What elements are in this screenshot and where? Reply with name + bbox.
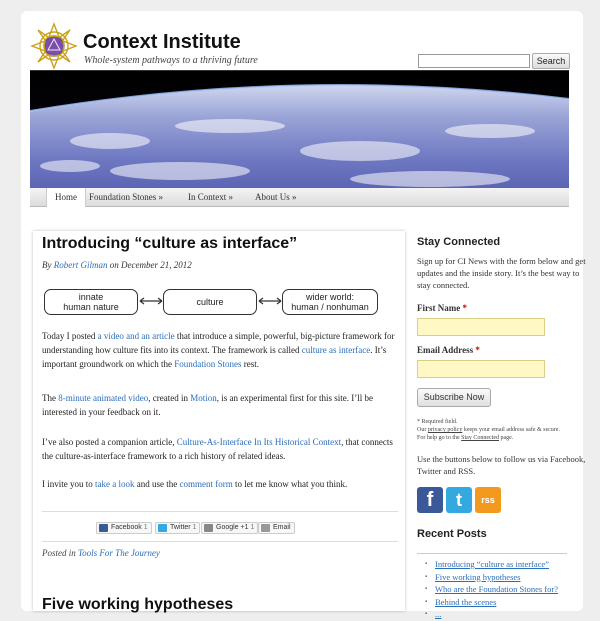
- share-label: Twitter: [170, 524, 191, 531]
- site-title[interactable]: Context Institute: [83, 31, 241, 53]
- byline-by: By: [42, 260, 52, 270]
- motion-link[interactable]: Motion: [190, 393, 217, 403]
- comment-form-link[interactable]: comment form: [179, 479, 233, 489]
- author-link[interactable]: Robert Gilman: [53, 260, 108, 270]
- share-twitter-button[interactable]: [155, 522, 200, 534]
- post-date: December 21, 2012: [121, 260, 192, 270]
- diagram-innate-line2: human nature: [63, 302, 119, 312]
- foundation-stones-link[interactable]: Foundation Stones: [174, 359, 242, 369]
- posted-in-label: Posted in: [42, 548, 76, 558]
- list-item: [425, 583, 558, 596]
- video-article-link[interactable]: a video and an article: [97, 331, 175, 341]
- header-earth-image: [30, 70, 569, 190]
- recent-post-link[interactable]: Who are the Foundation Stones for?: [435, 584, 558, 594]
- twitter-follow-icon[interactable]: t: [446, 487, 472, 513]
- share-label: Email: [273, 524, 291, 531]
- post-paragraph-2: [42, 391, 398, 419]
- stay-connected-heading: Stay Connected: [417, 236, 501, 248]
- context-institute-logo-icon[interactable]: [30, 22, 78, 70]
- text-span: to let me know what you think.: [232, 479, 348, 489]
- share-facebook-button[interactable]: [96, 522, 152, 534]
- text-span: , is an experimental first for this site. I’ll be interested in your feedback on it.: [42, 393, 373, 417]
- diagram-world-line1: wider world:: [305, 291, 354, 302]
- post-byline: [42, 260, 192, 270]
- recent-posts-list: [425, 558, 558, 621]
- text-span: , that connects the culture-as-interface framework to a rich history of related ideas.: [42, 437, 393, 461]
- help-note: [417, 434, 597, 442]
- diagram-innate-line1: innate: [78, 291, 104, 302]
- share-label: Facebook: [111, 524, 142, 531]
- share-count: 1: [192, 524, 197, 531]
- diagram-box-wider-world: [282, 289, 378, 315]
- text-span: I invite you to: [42, 479, 95, 489]
- companion-article-link[interactable]: Culture-As-Interface In Its Historical Context: [176, 437, 342, 447]
- post-title[interactable]: Introducing “culture as interface”: [42, 235, 298, 252]
- post-paragraph-1: [42, 329, 398, 371]
- text-span: page.: [499, 435, 514, 441]
- stay-connected-page-link[interactable]: Stay Connected: [461, 435, 499, 441]
- facebook-icon: [99, 524, 108, 532]
- text-span: Today I posted: [42, 331, 98, 341]
- text-span: rest.: [241, 359, 259, 369]
- required-mark: *: [475, 345, 480, 355]
- first-name-input[interactable]: [417, 318, 545, 336]
- nav-item-in-context[interactable]: In Context »: [188, 192, 233, 202]
- label-text: Email Address: [417, 345, 474, 355]
- text-span: . It’s important groundwork on which the: [42, 345, 387, 369]
- recent-post-link[interactable]: Five working hypotheses: [435, 571, 521, 582]
- divider: [417, 553, 567, 554]
- recent-post-link[interactable]: Introducing “culture as interface”: [435, 559, 549, 569]
- earth-horizon-graphic: [30, 71, 569, 191]
- page-container: [21, 11, 586, 619]
- diagram-world-line2: human / nonhuman: [291, 302, 369, 312]
- privacy-policy-link[interactable]: privacy policy: [427, 427, 463, 433]
- google-plus-icon: [204, 524, 213, 532]
- nav-item-about-us[interactable]: About Us »: [255, 192, 297, 202]
- site-tagline: Whole-system pathways to a thriving future: [84, 55, 258, 66]
- share-label: Google +1: [216, 524, 249, 531]
- diagram-box-innate: [44, 289, 138, 315]
- email-icon: [261, 524, 270, 532]
- post-paragraph-4: [42, 477, 398, 491]
- required-field-note: * Required field.: [417, 419, 458, 425]
- privacy-note: [417, 426, 597, 434]
- share-google-plus-button[interactable]: [201, 522, 258, 534]
- rss-follow-icon[interactable]: rss: [475, 487, 501, 513]
- diagram-box-culture: culture: [163, 289, 257, 315]
- share-count: 1: [250, 524, 255, 531]
- list-item: [425, 558, 558, 571]
- text-span: keeps your email address safe & secure.: [462, 427, 560, 433]
- search-input[interactable]: [418, 54, 530, 68]
- nav-item-home[interactable]: Home: [46, 188, 86, 207]
- divider: [42, 511, 398, 512]
- recent-post-link[interactable]: Behind the scenes: [435, 596, 497, 607]
- share-count: 1: [143, 524, 148, 531]
- post-article: [33, 231, 405, 611]
- facebook-follow-icon[interactable]: f: [417, 487, 443, 513]
- share-email-button[interactable]: [258, 522, 295, 534]
- list-item: [425, 571, 558, 584]
- next-post-title[interactable]: Five working hypotheses: [42, 596, 234, 613]
- post-paragraph-3: [42, 435, 398, 463]
- recent-posts-heading: Recent Posts: [417, 528, 487, 540]
- double-arrow-icon: [258, 295, 282, 307]
- text-span: The: [42, 393, 59, 403]
- culture-as-interface-link[interactable]: culture as interface: [301, 345, 371, 355]
- label-text: First Name: [417, 303, 461, 313]
- double-arrow-icon: [139, 295, 163, 307]
- text-span: that introduce a simple, powerful, big-picture framework for understanding how culture fits into its context. The framework is called: [42, 331, 395, 355]
- text-span: and use the: [134, 479, 180, 489]
- list-item: [425, 608, 558, 621]
- take-a-look-link[interactable]: take a look: [95, 479, 135, 489]
- first-name-label: [417, 303, 467, 313]
- search-button[interactable]: Search: [532, 53, 570, 69]
- main-navigation: [30, 188, 569, 207]
- recent-post-link[interactable]: ...: [435, 609, 442, 619]
- follow-us-text: Use the buttons below to follow us via Facebook, Twitter and RSS.: [417, 454, 586, 476]
- divider: [42, 541, 398, 542]
- list-item: [425, 596, 558, 609]
- stay-connected-text: Sign up for CI News with the form below and get updates and the inside story. It’s the best way to stay connected.: [417, 256, 586, 290]
- email-address-label: [417, 345, 480, 355]
- posted-in: [42, 548, 160, 558]
- twitter-icon: [158, 524, 167, 532]
- subscribe-button[interactable]: Subscribe Now: [417, 388, 491, 407]
- text-span: For help go to the: [417, 435, 462, 441]
- email-address-input[interactable]: [417, 360, 545, 378]
- required-mark: *: [462, 303, 467, 313]
- text-span: I’ve also posted a companion article,: [42, 437, 177, 447]
- text-span: Our: [417, 427, 428, 433]
- nav-item-foundation-stones[interactable]: Foundation Stones »: [89, 192, 164, 202]
- category-link[interactable]: Tools For The Journey: [78, 548, 160, 558]
- byline-on: on: [109, 260, 119, 270]
- text-span: , created in: [148, 393, 191, 403]
- animated-video-link[interactable]: 8-minute animated video: [58, 393, 149, 403]
